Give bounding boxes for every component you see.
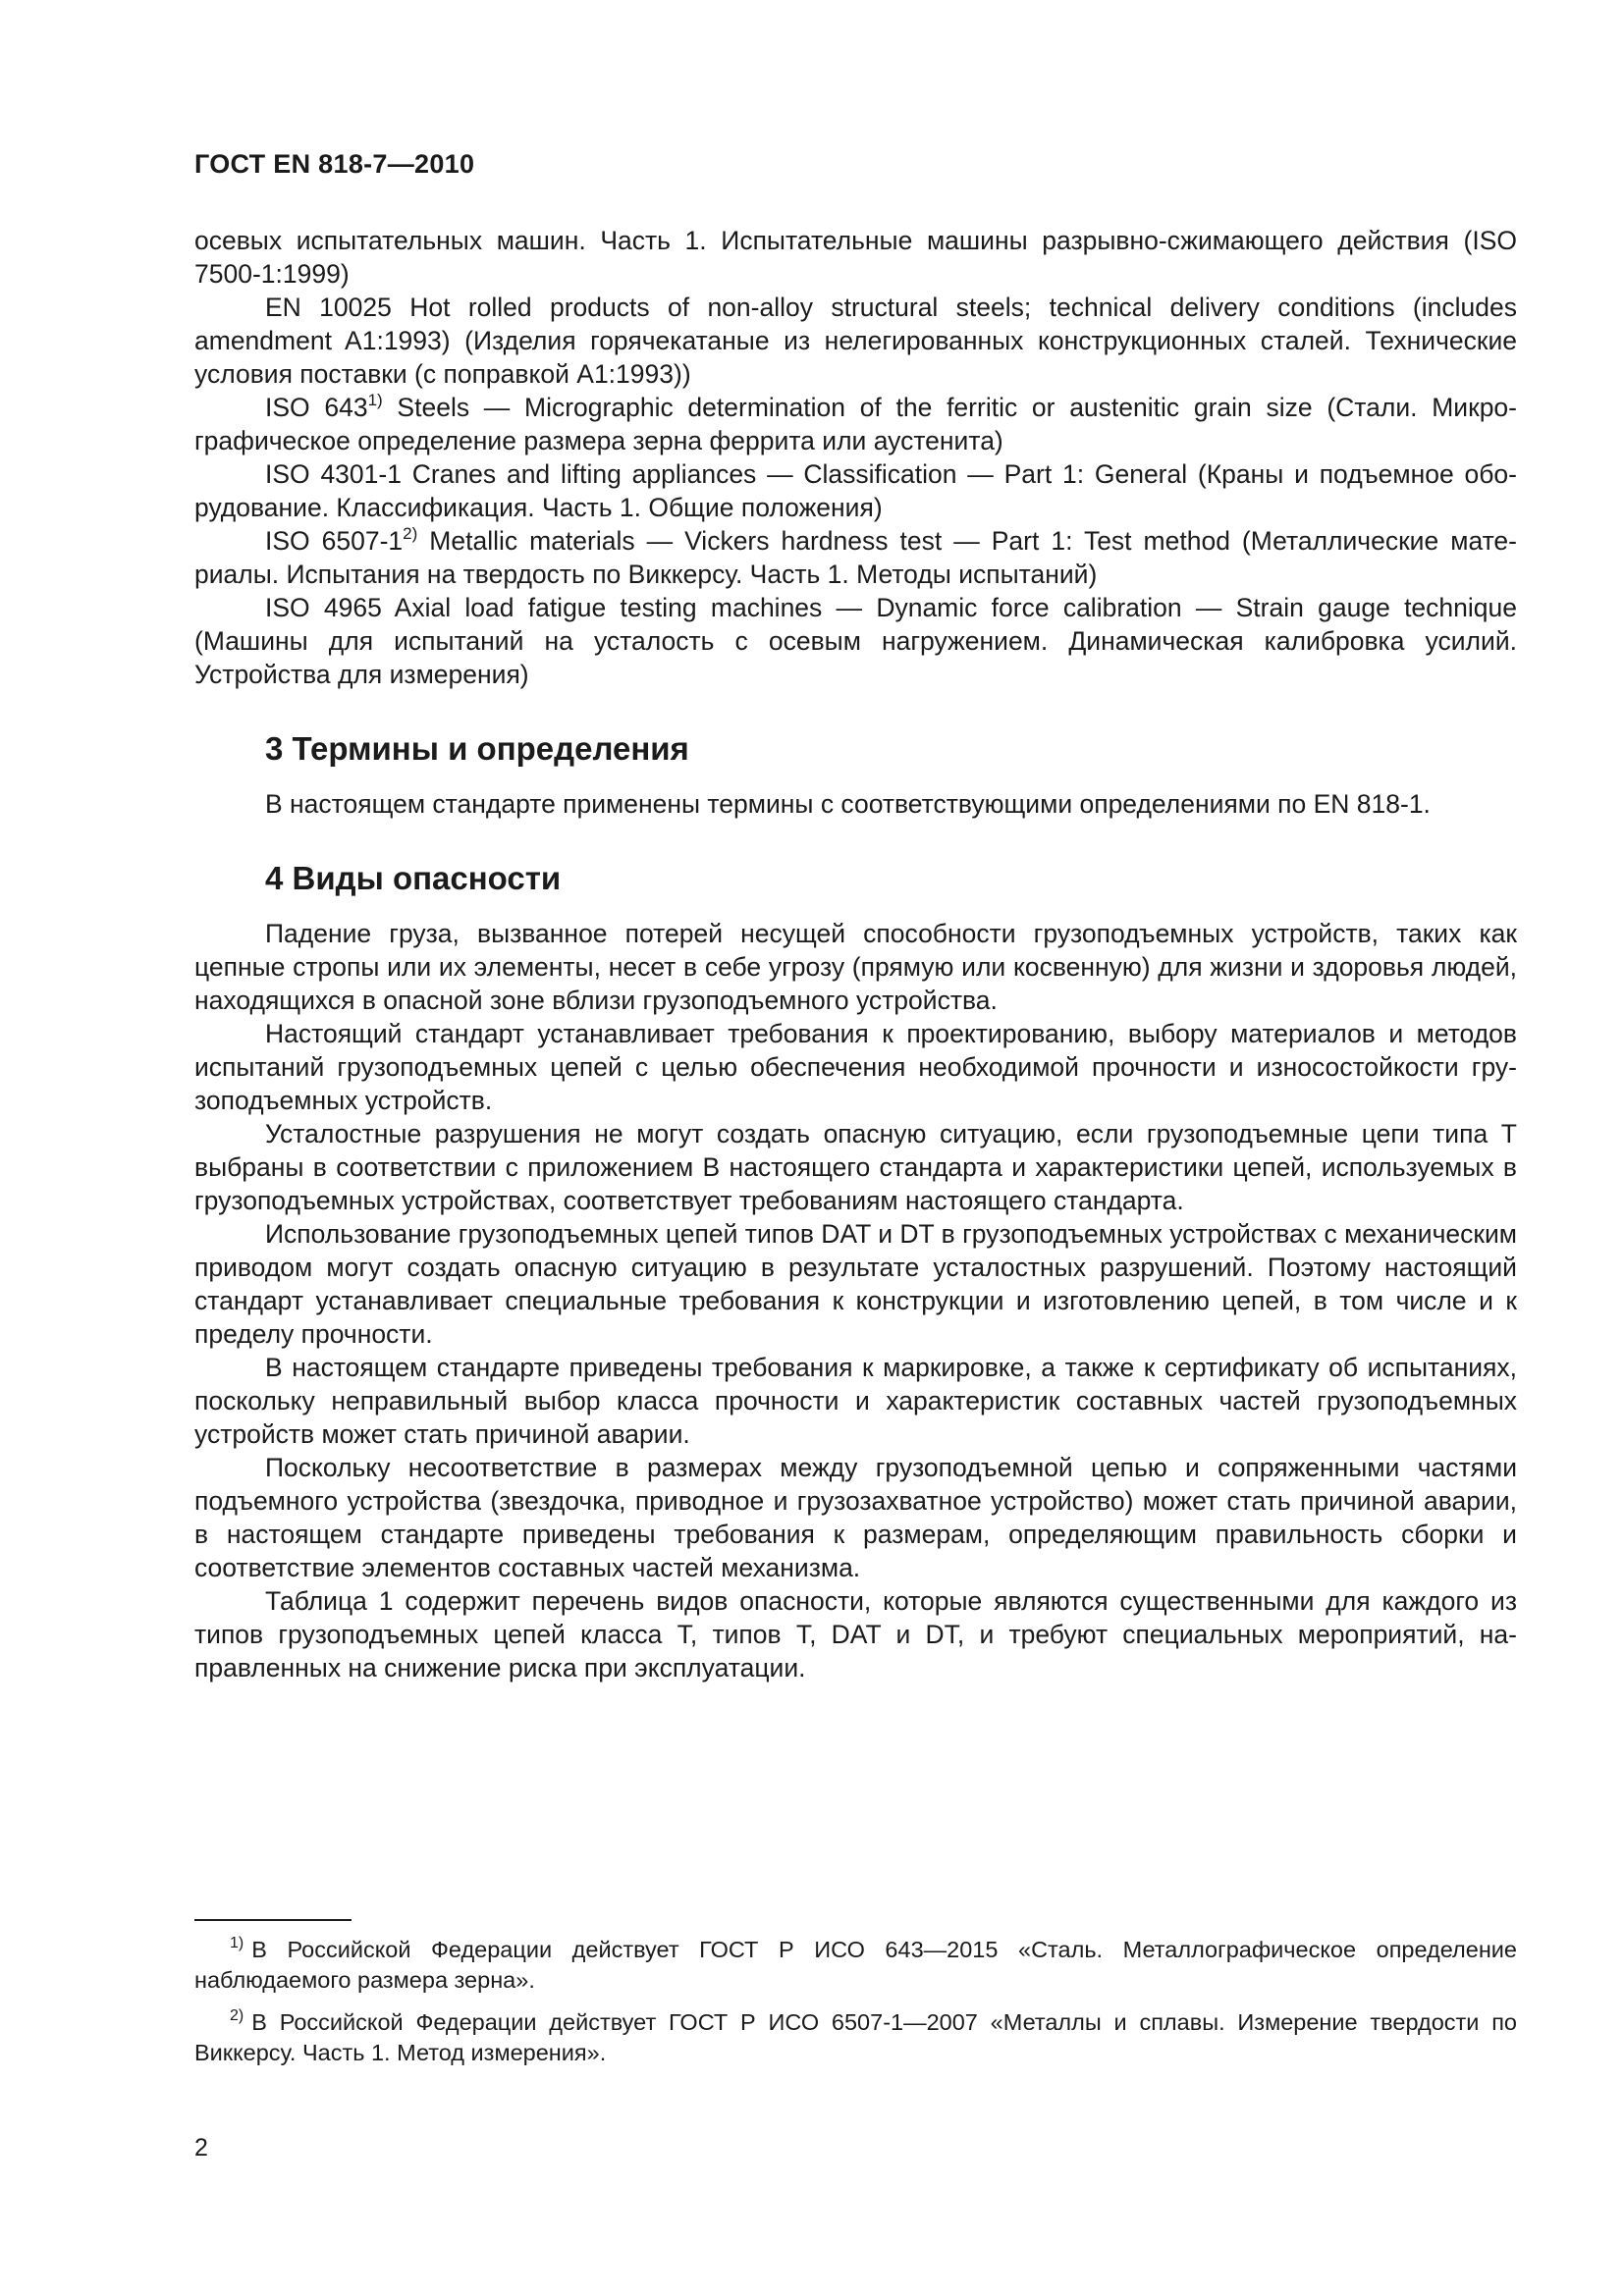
- section-3-paragraph: В настоящем стандарте применены термины с соответствующими определениями по EN 818-1.: [265, 789, 1431, 819]
- reference-entry: [194, 524, 1517, 591]
- reference-designation: ISO 643: [265, 393, 368, 422]
- footnotes: [194, 1919, 1517, 2080]
- section-4-paragraph: Таблица 1 содержит перечень видов опасности, которые являются существенными для каждого из типов грузоподъемных цепей класса T, типов T, DAT и DT, и требуют специальных мероприятий, направленных на снижение риска при эксплуатации.: [194, 1586, 1517, 1682]
- section-3-heading: 3 Термины и определения: [265, 730, 689, 767]
- footnote-ref-1: 1): [367, 391, 383, 409]
- section-4-paragraph: В настоящем стандарте приведены требования к маркировке, а также к сертификату об испытаниях, поскольку неправильный выбор класса прочности и характеристик составных частей грузоподъемных устройств может стать причиной аварии.: [194, 1353, 1517, 1449]
- reference-title: Metallic materials — Vickers hardness test — Part 1: Test method (Металлические материалы. Испытания на твердость по Виккерсу. Часть 1. Методы испытаний): [194, 526, 1517, 589]
- section-4-heading: 4 Виды опасности: [265, 860, 562, 896]
- reference-title: Steels — Micrographic determination of the ferritic or austenitic grain size (Стали. Микрографическое определение размера зерна феррита или аустенита): [194, 393, 1517, 455]
- reference-designation: ISO 6507-1: [265, 526, 404, 556]
- reference-entry: ISO 4301-1 Cranes and lifting appliances — Classification — Part 1: General (Краны и подъемное оборудование. Классификация. Часть 1. Общие положения): [194, 459, 1517, 522]
- footnote-marker: 2): [230, 2007, 244, 2024]
- page-number: 2: [194, 2134, 208, 2162]
- footnote-1: [194, 1935, 1517, 1996]
- body-text: [194, 224, 1517, 1684]
- footnote-text: В Российской Федерации действует ГОСТ Р ИСО 643—2015 «Сталь. Металлографическое определение наблюдаемого размера зерна».: [194, 1937, 1517, 1993]
- section-4-paragraph: Использование грузоподъемных цепей типов DAT и DT в грузоподъемных устройствах с механическим приводом могут создать опасную ситуацию в результате усталостных разрушений. Поэтому настоящий стандарт устанавливает специальные требования к конструкции и изготовлению цепей, в том числе и к пределу прочности.: [194, 1219, 1517, 1349]
- reference-entry: осевых испытательных машин. Часть 1. Испытательные машины разрывно-сжимающего действия (ISO 7500-1:1999): [194, 226, 1517, 289]
- footnote-2: [194, 2007, 1517, 2068]
- section-4-paragraph: Падение груза, вызванное потерей несущей способности грузоподъемных устройств, таких как цепные стропы или их элементы, несет в себе угрозу (прямую или косвенную) для жизни и здоровья людей, находящихся в опасной зоне вблизи грузоподъемного устройства.: [194, 919, 1517, 1015]
- footnote-marker: 1): [230, 1935, 244, 1951]
- document-code-header: ГОСТ EN 818-7—2010: [194, 149, 475, 179]
- section-4-paragraph: Усталостные разрушения не могут создать опасную ситуацию, если грузоподъемные цепи типа T выбраны в соответствии с приложением B настоящего стандарта и характеристики цепей, используемых в грузоподъемных устройствах, соответствует требованиям настоящего стандарта.: [194, 1119, 1517, 1215]
- footnote-text: В Российской Федерации действует ГОСТ Р ИСО 6507-1—2007 «Металлы и сплавы. Измерение твердости по Виккерсу. Часть 1. Метод измерения».: [194, 2009, 1517, 2065]
- reference-entry: EN 10025 Hot rolled products of non-alloy structural steels; technical delivery conditions (includes amendment A1:1993) (Изделия горячекатаные из нелегированных конструкционных сталей. Технические условия поставки (с поправкой A1:1993)): [194, 293, 1517, 389]
- footnote-divider: [194, 1919, 352, 1921]
- section-4-paragraph: Настоящий стандарт устанавливает требования к проектированию, выбору материалов и методов испытаний грузоподъемных цепей с целью обеспечения необходимой прочности и износостойкости грузоподъемных устройств.: [194, 1019, 1517, 1115]
- reference-entry: ISO 4965 Axial load fatigue testing machines — Dynamic force calibration — Strain gauge technique (Машины для испытаний на усталость с осевым нагружением. Динамическая калибровка усилий. Устройства для измерения): [194, 593, 1517, 689]
- reference-entry: [194, 391, 1517, 457]
- footnote-ref-2: 2): [403, 524, 418, 543]
- section-4-paragraph: Поскольку несоответствие в размерах между грузоподъемной цепью и сопряженными частями подъемного устройства (звездочка, приводное и грузозахватное устройство) может стать причиной аварии, в настоящем стандарте приведены требования к размерам, определяющим правильность сборки и соответствие элементов составных частей механизма.: [194, 1453, 1517, 1582]
